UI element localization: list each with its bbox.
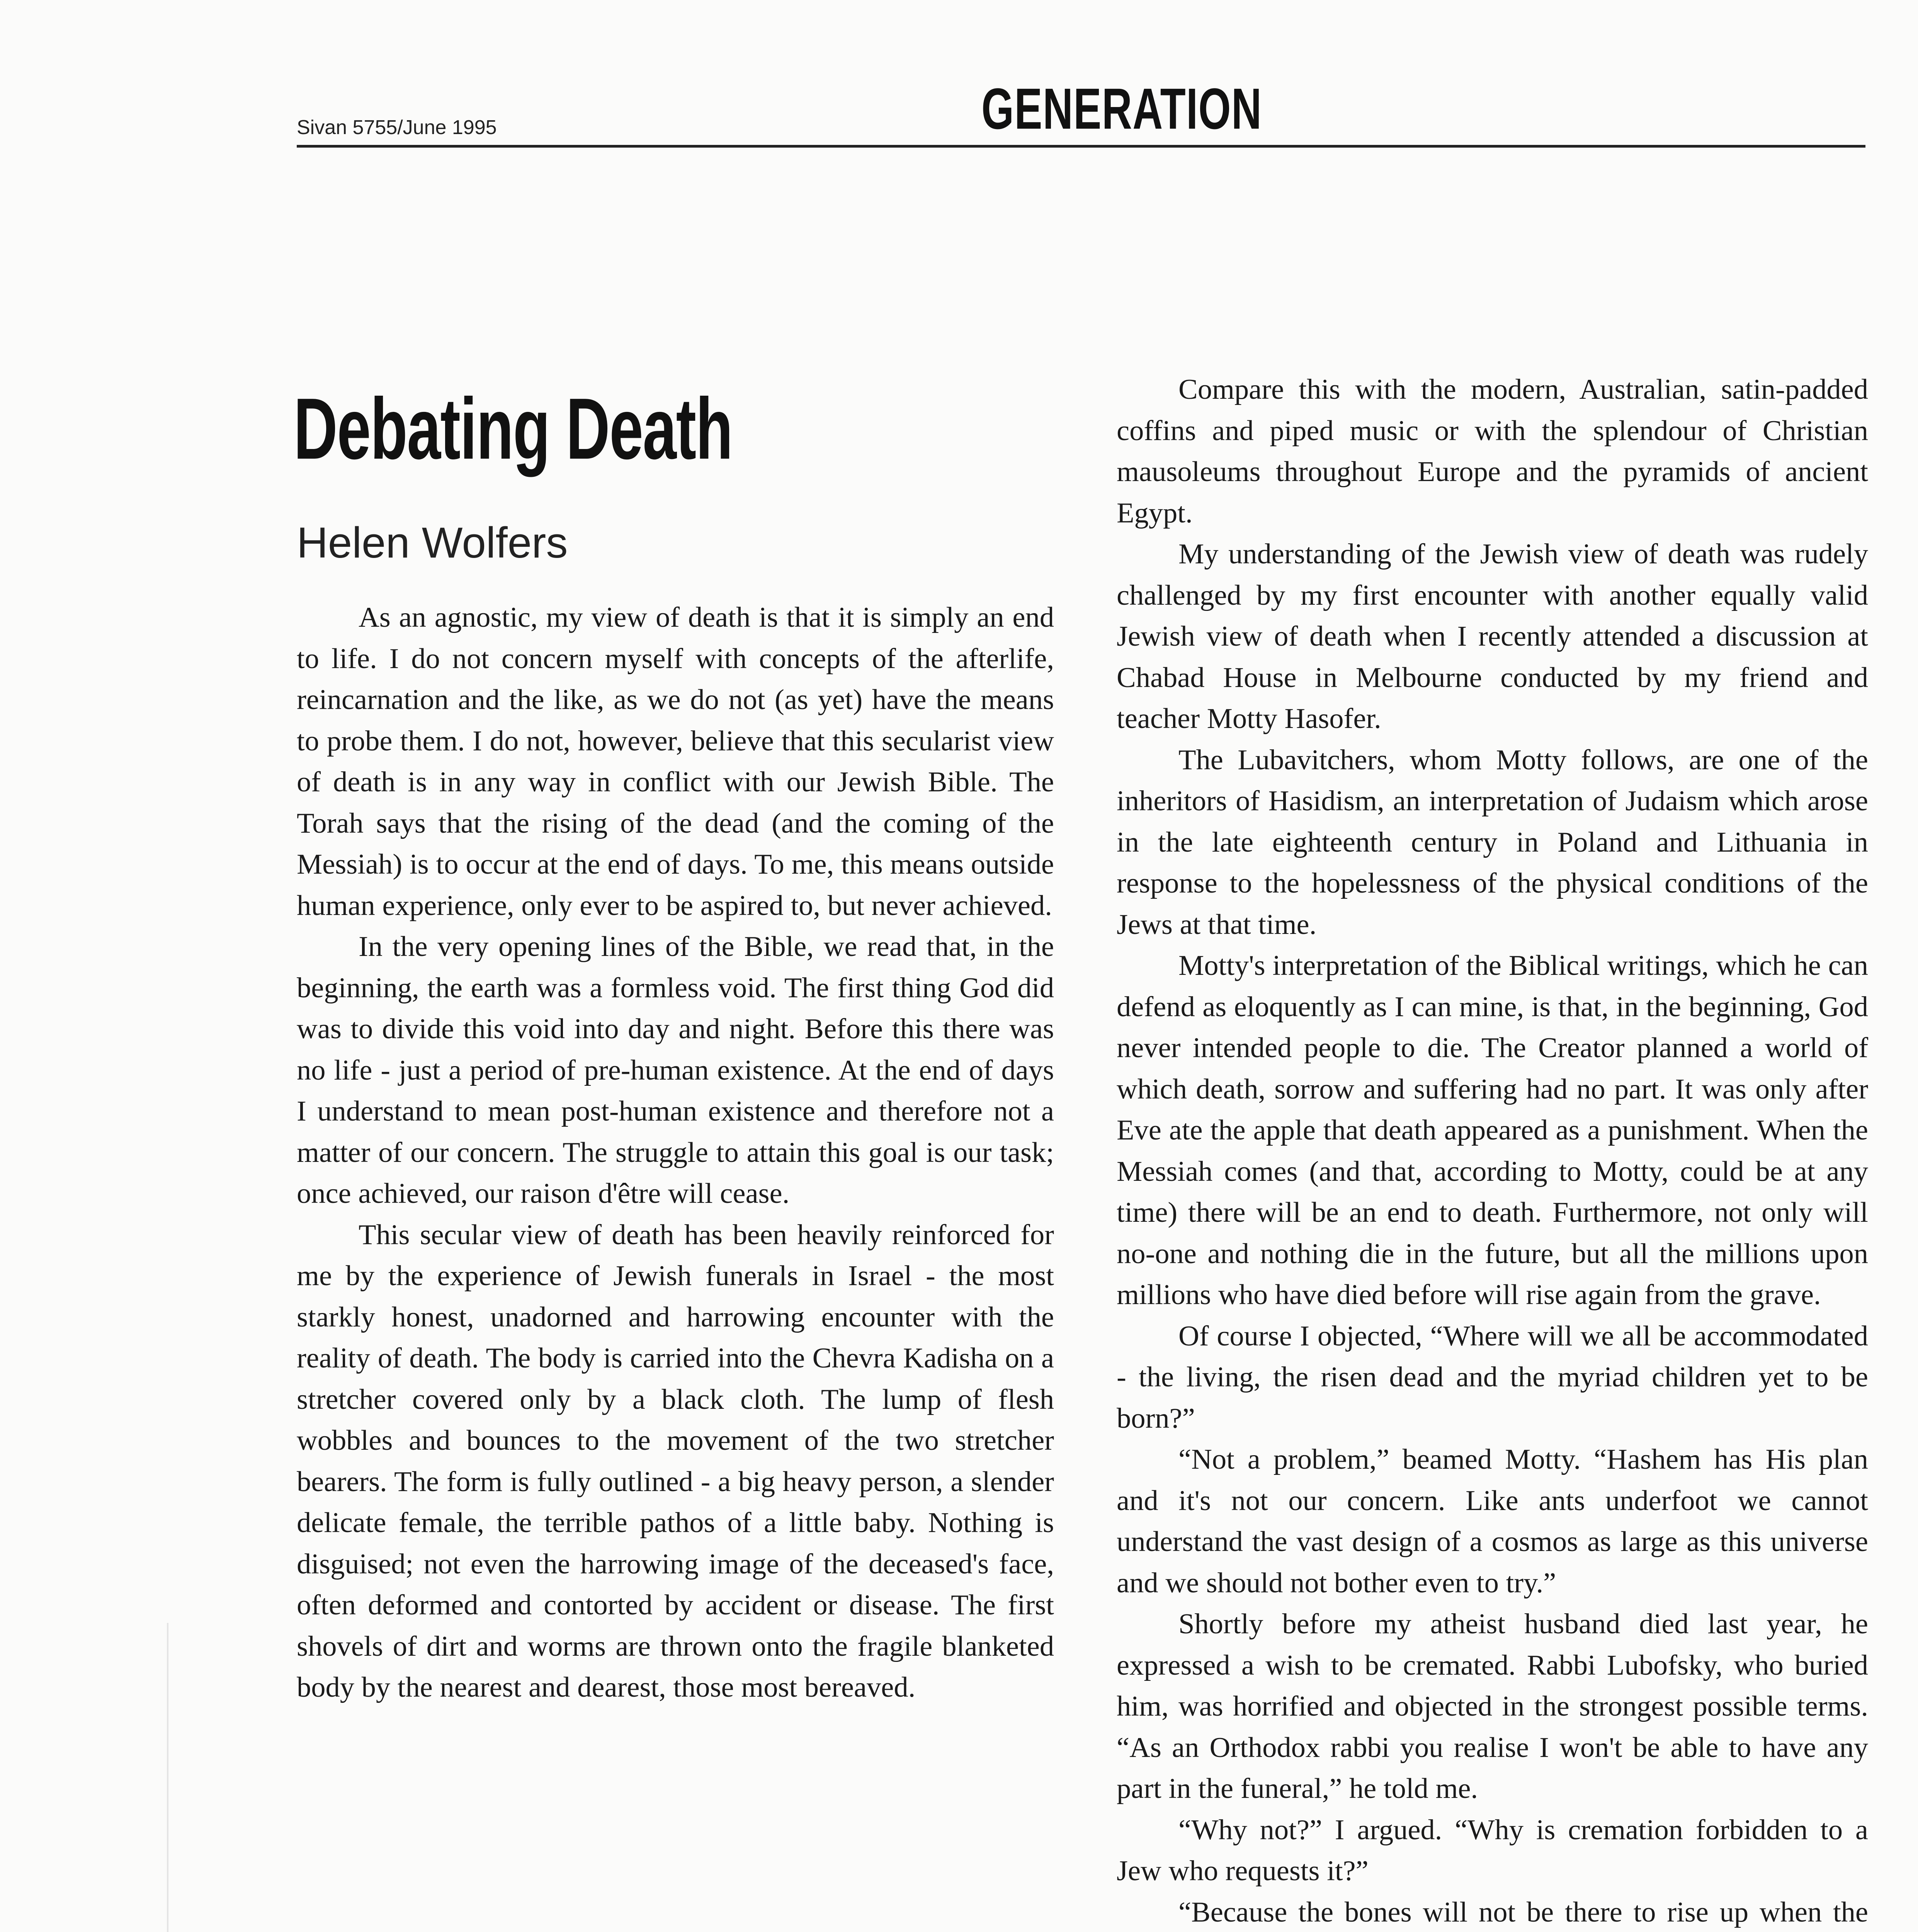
paragraph: My understanding of the Jewish view of death was rudely challenged by my first encounter with another equally valid Jewish view of death when I recently attended a discussion at Chabad House in Melbourne conducted by my friend and teacher Motty Hasofer. bbox=[1117, 538, 1868, 735]
paragraph: The Lubavitchers, whom Motty follows, are one of the inheritors of Hasidism, an interpretation of Judaism which arose in the late eighteenth century in Poland and Lithuania in response to the hopelessness of the physical conditions of the Jews at that time. bbox=[1117, 744, 1868, 940]
article-title: Debating Death bbox=[294, 380, 733, 477]
scan-edge-mark bbox=[167, 1623, 168, 1932]
paragraph: As an agnostic, my view of death is that it is simply an end to life. I do not concern myself with concepts of the afterlife, reincarnation and the like, as we do not (as yet) have the means to probe them. I do not, however, believe that this secularist view of death is in any way in conflict with our Jewish Bible. The Torah says that the rising of the dead (and the coming of the Messiah) is to occur at the end of days. To me, this means outside human experience, only ever to be aspired to, but never achieved. bbox=[297, 602, 1054, 922]
left-column bbox=[297, 597, 1054, 1708]
paragraph: “Not a problem,” beamed Motty. “Hashem has His plan and it's not our concern. Like ants underfoot we cannot understand the vast design of a cosmos as large as this universe and we should not bother even to try.” bbox=[1117, 1444, 1868, 1599]
paragraph: This secular view of death has been heavily reinforced for me by the experience of Jewish funerals in Israel - the most starkly honest, unadorned and harrowing encounter with the reality of death. The body is carried into the Chevra Kadisha on a stretcher covered only by a black cloth. The lump of flesh wobbles and bounces to the movement of the two stretcher bearers. The form is fully outlined - a big heavy person, a slender delicate female, the terrible pathos of a little baby. Nothing is disguised; not even the harrowing image of the deceased's face, often deformed and contorted by accident or disease. The first shovels of dirt and worms are thrown onto the fragile blanketed body by the nearest and dearest, those most bereaved. bbox=[297, 1219, 1054, 1703]
paragraph: In the very opening lines of the Bible, we read that, in the beginning, the earth was a formless void. The first thing God did was to divide this void into day and night. Before this there was no life - just a period of pre-human existence. At the end of days I understand to mean post-human existence and therefore not a matter of our concern. The struggle to attain this goal is our task; once achieved, our raison d'être will cease. bbox=[297, 931, 1054, 1209]
issue-date: Sivan 5755/June 1995 bbox=[297, 116, 497, 139]
paragraph: “Why not?” I argued. “Why is cremation forbidden to a Jew who requests it?” bbox=[1117, 1814, 1868, 1887]
paragraph: “Because the bones will not be there to rise up when the bbox=[1178, 1896, 1868, 1928]
paragraph: Shortly before my atheist husband died last year, he expressed a wish to be cremated. Rabbi Lubofsky, who buried him, was horrified and objected in the strongest possible terms. “As an Orthodox rabbi you realise I won't be able to have any part in the funeral,” he told me. bbox=[1117, 1608, 1868, 1804]
right-column bbox=[1117, 369, 1868, 1932]
paragraph: Motty's interpretation of the Biblical writings, which he can defend as eloquently as I can mine, is that, in the beginning, God never intended people to die. The Creator planned a world of which death, sorrow and suffering had no part. It was only after Eve ate the apple that death appeared as a punishment. When the Messiah comes (and that, according to Motty, could be at any time) there will be an end to death. Furthermore, not only will no-one and nothing die in the future, but all the millions upon millions who have died before will rise again from the grave. bbox=[1117, 950, 1868, 1311]
header-rule bbox=[297, 145, 1865, 148]
paragraph: Of course I objected, “Where will we all be accommodated - the living, the risen dead and the myriad children yet to be born?” bbox=[1117, 1320, 1868, 1434]
article-author: Helen Wolfers bbox=[297, 519, 568, 567]
paragraph: Compare this with the modern, Australian, satin-padded coffins and piped music or with the splendour of Christian mausoleums throughout Europe and the pyramids of ancient Egypt. bbox=[1117, 374, 1868, 529]
masthead: GENERATION bbox=[981, 76, 1262, 141]
